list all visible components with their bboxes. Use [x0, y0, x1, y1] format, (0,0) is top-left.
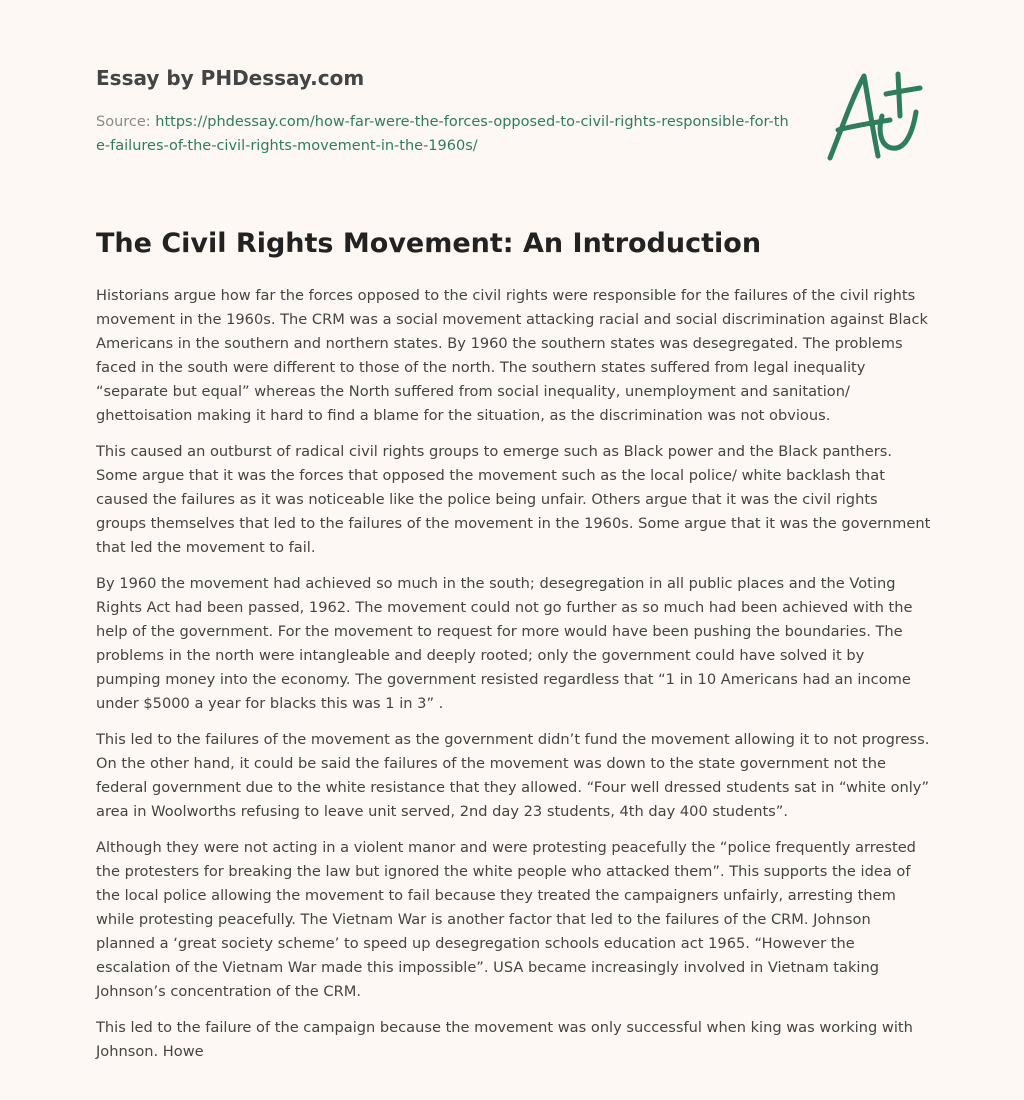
article-body — [96, 284, 932, 1076]
brand-title: Essay by PHDessay.com — [96, 66, 365, 90]
logo-plus-vertical — [898, 74, 900, 116]
site-header — [96, 64, 796, 158]
source-label: Source: — [96, 114, 156, 130]
paragraph: Historians argue how far the forces opposed to the civil rights were responsible for the failures of the civil rights movement in the 1960s. The CRM was a social movement attacking racial and social discrimination against Black Americans in the southern and northern states. By 1960 the southern states was desegregated. The problems faced in the south were different to those of the north. The southern states suffered from legal inequality “separate but equal” whereas the North suffered from social inequality, unemployment and sanitation/ ghettoisation making it hard to find a blame for the situation, as the discrimination was not obvious. — [96, 287, 928, 424]
paragraph: By 1960 the movement had achieved so much in the south; desegregation in all public places and the Voting Rights Act had been passed, 1962. The movement could not go further as so much had been achieved with the help of the government. For the movement to request for more would have been pushing the boundaries. The problems in the north were intangleable and deeply rooted; only the government could have solved it by pumping money into the economy. The government resisted regardless that “1 in 10 Americans had an income under $5000 a year for blacks this was 1 in 3” . — [96, 575, 913, 712]
logo-letter-a-stroke — [830, 76, 878, 158]
a-plus-logo-icon — [820, 68, 930, 168]
paragraph: This led to the failure of the campaign because the movement was only successful when king was working with Johnson. Howe — [96, 1019, 913, 1060]
paragraph: This caused an outburst of radical civil rights groups to emerge such as Black power and the Black panthers. Some argue that it was the forces that opposed the movement such as the local police/ white backlash that caused the failures as it was noticeable like the police being unfair. Others argue that it was the civil rights groups themselves that led to the failures of the movement in the 1960s. Some argue that it was the government that led the movement to fail. — [96, 443, 931, 556]
page-title: The Civil Rights Movement: An Introduction — [96, 228, 762, 259]
source-line — [96, 110, 796, 158]
source-link[interactable]: https://phdessay.com/how-far-were-the-forces-opposed-to-civil-rights-responsible-for-the-failures-of-the-civil-rights-movement-in-the-1960s/ — [96, 114, 789, 154]
paragraph: This led to the failures of the movement as the government didn’t fund the movement allowing it to not progress. On the other hand, it could be said the failures of the movement was down to the state government not the federal government due to the white resistance that they allowed. “Four well dressed students sat in “white only” area in Woolworths refusing to leave unit served, 2nd day 23 students, 4th day 400 students”. — [96, 731, 930, 820]
logo-plus-horizontal — [886, 88, 920, 94]
paragraph: Although they were not acting in a violent manor and were protesting peacefully the “police frequently arrested the protesters for breaking the law but ignored the white people who attacked them”. This supports the idea of the local police allowing the movement to fail because they treated the campaigners unfairly, arresting them while protesting peacefully. The Vietnam War is another factor that led to the failures of the CRM. Johnson planned a ‘great society scheme’ to speed up desegregation schools education act 1965. “However the escalation of the Vietnam War made this impossible”. USA became increasingly involved in Vietnam taking Johnson’s concentration of the CRM. — [96, 839, 916, 1000]
